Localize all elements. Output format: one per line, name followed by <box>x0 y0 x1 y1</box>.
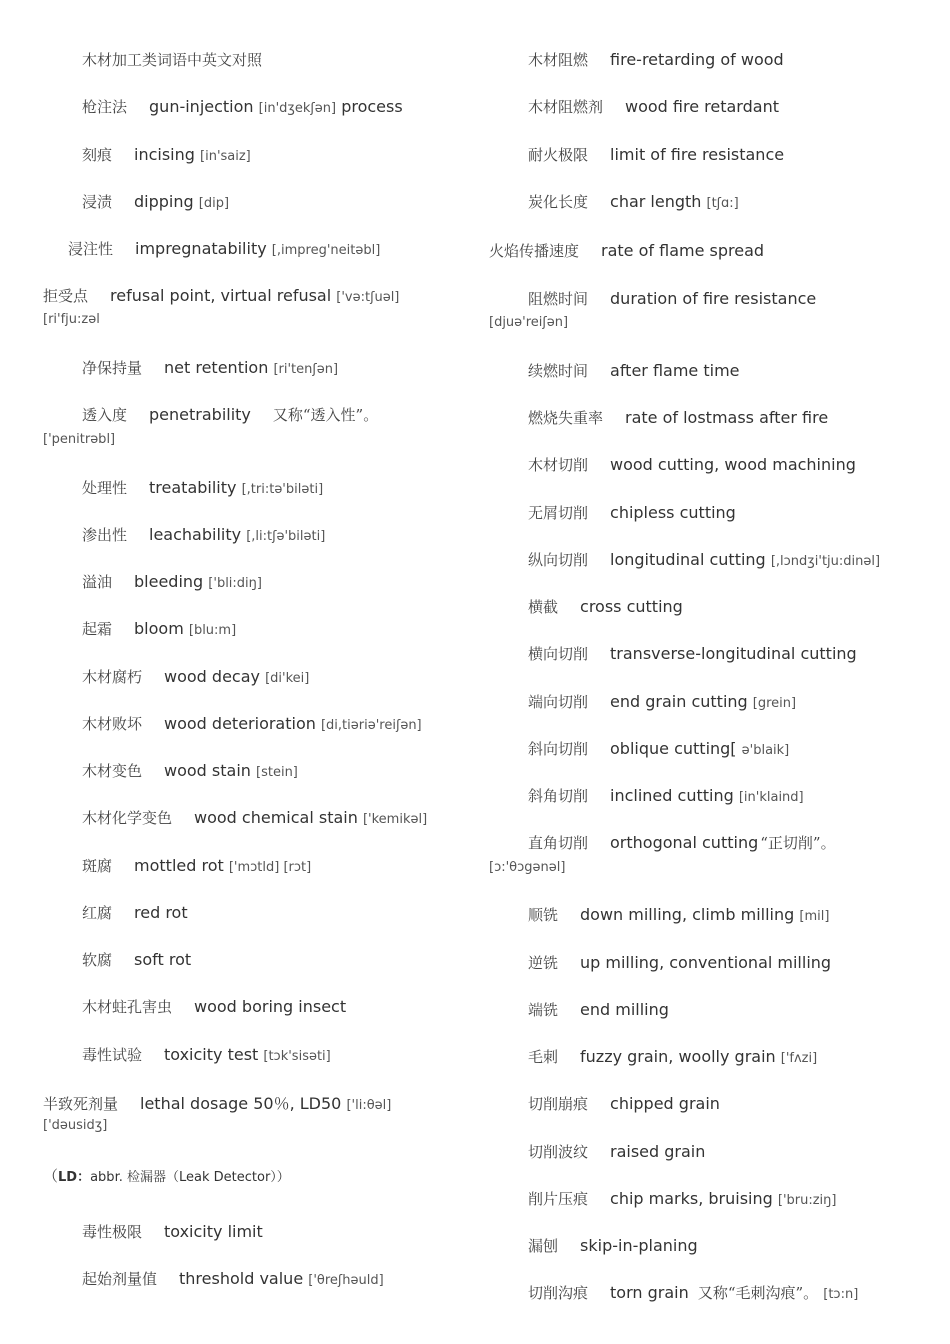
term-english: oblique cutting[ <box>610 739 737 758</box>
glossary-entry <box>43 1091 391 1114</box>
term-phonetic-wrap: [ɔ:'θɔgənəl] <box>489 860 566 875</box>
note-open-paren: （ <box>43 1167 59 1185</box>
term-note: 又称“透入性”。 <box>272 406 379 424</box>
term-english: impregnatability <box>135 239 267 258</box>
term-note: 又称“毛刺沟痕”。 <box>697 1284 819 1302</box>
term-english: wood fire retardant <box>625 97 779 116</box>
glossary-entry <box>82 666 309 687</box>
term-english: wood deterioration <box>164 714 316 733</box>
term-chinese: 顺铣 <box>528 906 559 924</box>
term-phonetic: ['θreʃhəuld] <box>308 1273 384 1288</box>
term-phonetic: [mil] <box>799 909 830 924</box>
term-phonetic: ['bli:diŋ] <box>208 576 262 591</box>
glossary-entry <box>528 502 736 523</box>
glossary-entry <box>528 191 739 212</box>
glossary-entry <box>528 904 829 925</box>
term-english: limit of fire resistance <box>610 145 785 164</box>
glossary-entry <box>82 477 323 498</box>
term-english: duration of fire resistance <box>610 289 817 308</box>
term-english: raised grain <box>610 1142 706 1161</box>
term-chinese: 木材阻燃 <box>528 51 589 69</box>
term-chinese: 端铣 <box>528 1001 559 1019</box>
glossary-entry <box>82 191 229 212</box>
term-chinese: 阻燃时间 <box>528 290 589 308</box>
glossary-entry <box>528 1093 720 1114</box>
term-chinese: 斜角切削 <box>528 787 589 805</box>
glossary-entry <box>528 1046 817 1067</box>
term-chinese: 处理性 <box>82 479 128 497</box>
term-phonetic: [dip] <box>198 196 230 211</box>
term-chinese: 木材加工类词语中英文对照 <box>82 51 263 69</box>
glossary-entry <box>528 1188 836 1209</box>
term-chinese: 红腐 <box>82 904 113 922</box>
glossary-entry <box>82 949 191 970</box>
term-chinese: 燃烧失重率 <box>528 409 604 427</box>
term-phonetic: [tɔ:n] <box>823 1287 859 1302</box>
term-chinese: 软腐 <box>82 951 113 969</box>
glossary-entry <box>528 454 856 475</box>
term-chinese: 耐火极限 <box>528 146 589 164</box>
glossary-entry <box>528 549 880 570</box>
term-chinese: 切削崩痕 <box>528 1095 589 1113</box>
term-chinese: 直角切削 <box>528 834 589 852</box>
glossary-entry <box>82 855 311 876</box>
term-english: dipping <box>134 192 194 211</box>
term-phonetic: ['li:θəl] <box>346 1098 392 1113</box>
term-phonetic: [in'klaind] <box>738 790 804 805</box>
glossary-entry <box>82 996 346 1017</box>
term-chinese: 削片压痕 <box>528 1190 589 1208</box>
term-chinese: 枪注法 <box>82 98 128 116</box>
term-chinese: 毛刺 <box>528 1048 559 1066</box>
term-english: threshold value <box>179 1269 304 1288</box>
term-english: wood cutting, wood machining <box>610 455 856 474</box>
term-english: wood decay <box>164 667 260 686</box>
glossary-entry <box>528 288 816 309</box>
glossary-entry <box>528 785 804 806</box>
glossary-entry <box>82 1268 384 1289</box>
term-chinese: 逆铣 <box>528 954 559 972</box>
term-chinese: 切削沟痕 <box>528 1284 589 1302</box>
glossary-entry <box>82 807 427 828</box>
glossary-entry <box>528 144 784 165</box>
term-phonetic: [tɔk'sisəti] <box>263 1049 331 1064</box>
term-phonetic: ['kemikəl] <box>362 812 428 827</box>
term-phonetic: [in'dʒekʃən] <box>258 101 337 116</box>
glossary-entry <box>82 524 325 545</box>
note-abbr-key: LD： <box>58 1170 91 1185</box>
term-english: chipless cutting <box>610 503 736 522</box>
term-english: chipped grain <box>610 1094 720 1113</box>
term-english: leachability <box>149 525 242 544</box>
glossary-entry <box>528 1282 858 1303</box>
term-chinese: 无屑切削 <box>528 504 589 522</box>
term-english: skip-in-planing <box>580 1236 698 1255</box>
term-note: “正切削”。 <box>760 834 836 852</box>
term-english: down milling, climb milling <box>580 905 795 924</box>
term-english: fire-retarding of wood <box>610 50 784 69</box>
term-english: toxicity test <box>164 1045 259 1064</box>
glossary-entry <box>528 999 669 1020</box>
glossary-entry <box>82 96 403 117</box>
term-english: bleeding <box>134 572 204 591</box>
term-english: longitudinal cutting <box>610 550 766 569</box>
term-chinese: 渗出性 <box>82 526 128 544</box>
term-phonetic: [di,tiəriə'reiʃən] <box>320 718 422 733</box>
term-phonetic: ['fʌzi] <box>780 1051 818 1066</box>
term-chinese: 斑腐 <box>82 857 113 875</box>
term-phonetic: [tʃɑ:] <box>706 196 739 211</box>
term-phonetic: [,tri:tə'biləti] <box>241 482 324 497</box>
term-chinese: 木材蛀孔害虫 <box>82 998 173 1016</box>
term-chinese: 纵向切削 <box>528 551 589 569</box>
term-chinese: 端向切削 <box>528 693 589 711</box>
term-english: lethal dosage 50％, LD50 <box>140 1094 342 1113</box>
term-phonetic: [,li:tʃə'biləti] <box>246 529 326 544</box>
term-chinese: 拒受点 <box>43 287 89 305</box>
term-phonetic: ə'blaik] <box>741 743 790 758</box>
term-phonetic: [grein] <box>752 696 797 711</box>
glossary-entry <box>528 360 740 381</box>
term-english: wood stain <box>164 761 251 780</box>
term-english-continued: process <box>341 97 403 116</box>
term-english: bloom <box>134 619 184 638</box>
term-chinese: 切削波纹 <box>528 1143 589 1161</box>
term-english: char length <box>610 192 702 211</box>
term-english: refusal point, virtual refusal <box>110 286 332 305</box>
term-chinese: 炭化长度 <box>528 193 589 211</box>
term-english: rate of flame spread <box>601 241 765 260</box>
term-phonetic: [di'kei] <box>265 671 310 686</box>
glossary-entry <box>528 1235 698 1256</box>
glossary-entry <box>82 49 262 70</box>
glossary-entry <box>82 902 188 923</box>
term-english: wood boring insect <box>194 997 347 1016</box>
term-chinese: 起始剂量值 <box>82 1270 158 1288</box>
term-english: gun-injection <box>149 97 254 116</box>
term-chinese: 木材腐朽 <box>82 668 143 686</box>
term-english: end milling <box>580 1000 669 1019</box>
term-phonetic-wrap: [ri'fju:zəl <box>43 312 100 327</box>
term-english: toxicity limit <box>164 1222 263 1241</box>
abbreviation-note <box>43 1165 290 1186</box>
glossary-entry <box>528 49 784 70</box>
term-chinese: 浸注性 <box>68 240 114 258</box>
glossary-entry <box>82 404 378 425</box>
term-phonetic-wrap: [djuə'reiʃən] <box>489 315 569 330</box>
term-chinese: 横截 <box>528 598 559 616</box>
term-phonetic: [in'saiz] <box>200 149 251 164</box>
glossary-entry <box>68 238 380 259</box>
term-chinese: 毒性试验 <box>82 1046 143 1064</box>
glossary-entry <box>489 240 764 261</box>
term-phonetic: ['mɔtld] [rɔt] <box>228 860 312 875</box>
glossary-entry <box>82 618 236 639</box>
note-chinese: 检漏器 <box>127 1170 167 1185</box>
term-chinese: 木材切削 <box>528 456 589 474</box>
term-chinese: 漏刨 <box>528 1237 559 1255</box>
term-chinese: 横向切削 <box>528 645 589 663</box>
term-chinese: 木材化学变色 <box>82 809 173 827</box>
glossary-entry <box>528 596 683 617</box>
term-english: fuzzy grain, woolly grain <box>580 1047 776 1066</box>
term-chinese: 续燃时间 <box>528 362 589 380</box>
glossary-entry <box>82 357 338 378</box>
glossary-entry <box>528 691 796 712</box>
glossary-entry <box>528 832 836 853</box>
term-english: mottled rot <box>134 856 224 875</box>
term-chinese: 透入度 <box>82 406 128 424</box>
term-english: inclined cutting <box>610 786 734 805</box>
term-english: red rot <box>134 903 188 922</box>
term-chinese: 木材阻燃剂 <box>528 98 604 116</box>
glossary-entry <box>82 1221 263 1242</box>
glossary-entry <box>528 738 789 759</box>
term-english: up milling, conventional milling <box>580 953 832 972</box>
glossary-entry <box>528 952 831 973</box>
term-chinese: 净保持量 <box>82 359 143 377</box>
term-phonetic: ['və:tʃuəl] <box>336 290 400 305</box>
term-english: after flame time <box>610 361 740 380</box>
glossary-entry <box>82 713 422 734</box>
term-chinese: 斜向切削 <box>528 740 589 758</box>
term-english: incising <box>134 145 195 164</box>
term-english: cross cutting <box>580 597 683 616</box>
term-phonetic: [,lɔndʒi'tju:dinəl] <box>770 554 881 569</box>
note-abbr-label: abbr. <box>90 1170 123 1185</box>
term-phonetic: [ri'tenʃən] <box>273 362 339 377</box>
term-english: treatability <box>149 478 237 497</box>
term-chinese: 毒性极限 <box>82 1223 143 1241</box>
term-english: wood chemical stain <box>194 808 358 827</box>
term-chinese: 半致死剂量 <box>43 1095 119 1113</box>
glossary-entry <box>82 144 251 165</box>
glossary-entry <box>528 643 857 664</box>
term-chinese: 木材变色 <box>82 762 143 780</box>
term-english: orthogonal cutting <box>610 833 759 852</box>
term-english: penetrability <box>149 405 251 424</box>
glossary-entry <box>82 1044 331 1065</box>
glossary-entry <box>82 571 262 592</box>
term-phonetic-wrap: ['dəusidʒ] <box>43 1118 108 1133</box>
glossary-entry <box>82 760 298 781</box>
term-english: torn grain <box>610 1283 689 1302</box>
term-english: transverse-longitudinal cutting <box>610 644 857 663</box>
term-phonetic: ['bru:ziŋ] <box>777 1193 837 1208</box>
note-expansion: （Leak Detector）） <box>166 1170 290 1185</box>
term-english: soft rot <box>134 950 192 969</box>
glossary-entry <box>528 1141 705 1162</box>
term-english: net retention <box>164 358 269 377</box>
glossary-entry <box>528 96 779 117</box>
term-english: end grain cutting <box>610 692 748 711</box>
term-phonetic: [stein] <box>256 765 298 780</box>
term-english: rate of lostmass after fire <box>625 408 829 427</box>
term-english: chip marks, bruising <box>610 1189 773 1208</box>
term-phonetic: [blu:m] <box>188 623 237 638</box>
term-chinese: 木材败坏 <box>82 715 143 733</box>
term-phonetic-wrap: ['penitrəbl] <box>43 432 116 447</box>
term-chinese: 浸渍 <box>82 193 113 211</box>
term-chinese: 火焰传播速度 <box>489 242 580 260</box>
glossary-entry <box>43 285 399 306</box>
term-chinese: 溢油 <box>82 573 113 591</box>
glossary-entry <box>528 407 828 428</box>
term-phonetic: [,impreg'neitəbl] <box>271 243 381 258</box>
term-chinese: 刻痕 <box>82 146 113 164</box>
term-chinese: 起霜 <box>82 620 113 638</box>
